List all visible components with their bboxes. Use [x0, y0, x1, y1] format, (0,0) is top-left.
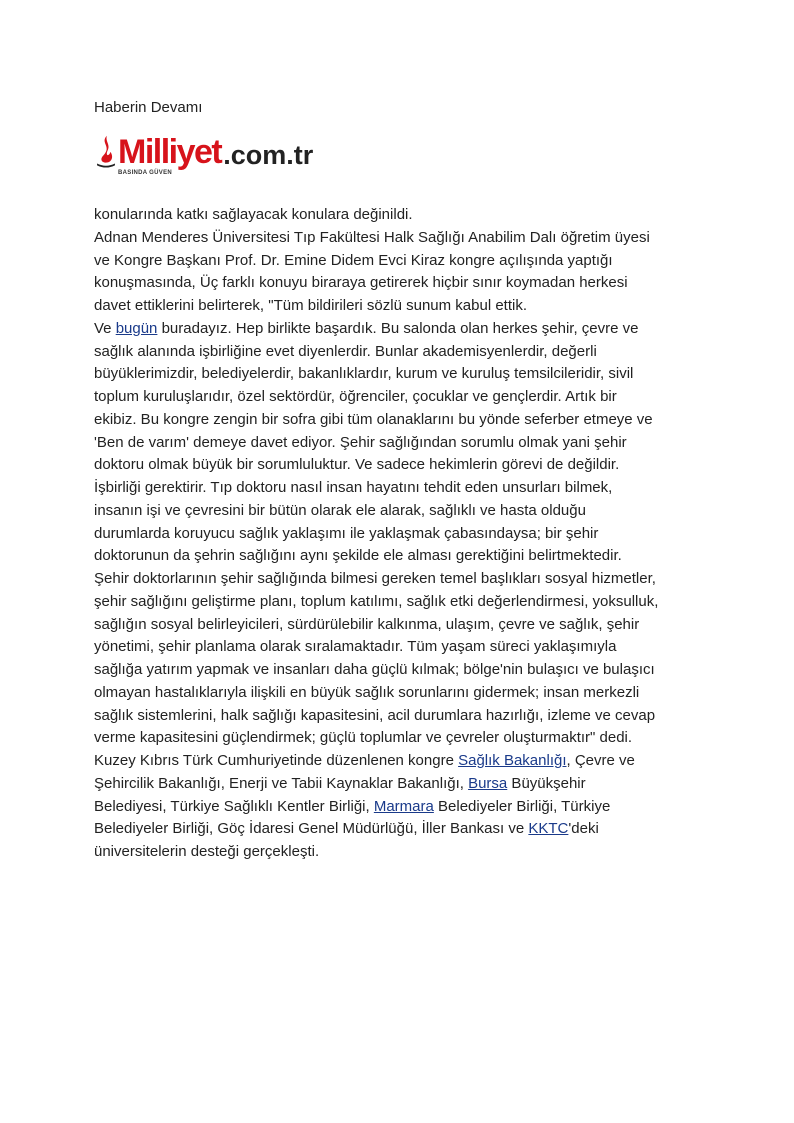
text-line — [94, 272, 734, 295]
text-line — [94, 705, 734, 728]
text-line — [94, 818, 734, 841]
text-segment: durumlarda koruyucu sağlık yaklaşımı ile yaklaşmak çabasındaysa; bir şehir — [94, 524, 599, 542]
text-line — [94, 363, 734, 386]
milliyet-logo — [95, 133, 365, 177]
text-segment: 'deki — [568, 820, 599, 838]
text-segment: ekibiz. Bu kongre zengin bir sofra gibi tüm olanaklarını bu yönde seferber etmeye ve — [94, 410, 653, 428]
text-segment: ve Kongre Başkanı Prof. Dr. Emine Didem Evci Kiraz kongre açılışında yaptığı — [94, 251, 613, 269]
text-segment: büyüklerimizdir, belediyelerdir, bakanlıklardır, kurum ve kuruluş temsilcileridir, sivil — [94, 365, 634, 383]
text-line — [94, 341, 734, 364]
text-line — [94, 682, 734, 705]
logo-tagline: BASINDA GÜVEN — [118, 170, 173, 176]
text-segment: , Çevre ve — [566, 752, 635, 769]
text-line — [94, 750, 734, 773]
text-line — [94, 204, 734, 227]
text-segment: insanın işi ve çevresini bir bütün olarak ele alarak, sağlıklı ve hasta olduğu — [94, 501, 586, 519]
text-segment: yönetimi, şehir planlama olarak sıralamaktadır. Tüm yaşam süreci yaklaşımıyla — [94, 638, 617, 656]
text-line — [94, 568, 734, 591]
text-segment: buradayız. Hep birlikte başardık. Bu salonda olan herkes şehir, çevre ve — [157, 319, 639, 337]
text-segment: İşbirliği gerektirir. Tıp doktoru nasıl insan hayatını tehdit eden unsurları bilmek, — [94, 479, 613, 496]
article-link[interactable]: Sağlık Bakanlığı — [458, 752, 567, 769]
text-segment: Belediyeler Birliği, Göç İdaresi Genel Müdürlüğü, İller Bankası ve — [94, 820, 529, 838]
logo-brand: Milliyet — [118, 133, 222, 171]
article-body — [94, 204, 734, 864]
text-line — [94, 227, 734, 250]
text-segment: Belediyeler Birliği, Türkiye — [433, 797, 611, 815]
text-segment: 'Ben de varım' demeye davet ediyor. Şehir sağlığından sorumlu olmak yani şehir — [94, 433, 627, 451]
text-segment: konularında katkı sağlayacak konulara değinildi. — [94, 206, 413, 223]
text-segment: doktoru olmak büyük bir sorumluluktur. Ve sadece hekimlerin görevi de değildir. — [94, 456, 620, 474]
text-line — [94, 477, 734, 500]
text-line — [94, 727, 734, 750]
text-segment: Şehircilik Bakanlığı, Enerji ve Tabii Kaynaklar Bakanlığı, — [94, 774, 469, 792]
text-line — [94, 591, 734, 614]
text-segment: Kuzey Kıbrıs Türk Cumhuriyetinde düzenlenen kongre — [94, 752, 459, 769]
text-line — [94, 614, 734, 637]
text-segment: doktorunun da şehrin sağlığını aynı şekilde ele alması gerektiğini belirtmektedir. — [94, 547, 622, 565]
text-line — [94, 659, 734, 682]
article-link[interactable]: bugün — [115, 319, 158, 337]
text-line — [94, 386, 734, 409]
text-segment: Büyükşehir — [507, 774, 586, 792]
article-link[interactable]: KKTC — [528, 820, 569, 838]
text-line — [94, 318, 734, 341]
text-line — [94, 454, 734, 477]
text-segment: üniversitelerin desteği gerçekleşti. — [94, 843, 320, 860]
article-link[interactable]: Marmara — [373, 797, 434, 815]
text-segment: toplum kuruluşlarıdır, özel sektördür, öğrenciler, çocuklar ve gençlerdir. Artık bir — [94, 388, 617, 405]
text-segment: olmayan hastalıklarıyla ilişkili en büyük sağlık sorunlarını gidermek; insan merkezli — [94, 683, 640, 701]
text-segment: sağlık alanında işbirliğine evet diyenlerdir. Bunlar akademisyenlerdir, değerli — [94, 342, 597, 360]
text-segment: sağlığa yatırım yapmak ve insanları daha güçlü kılmak; bölge'nin bulaşıcı ve bulaşıcı — [94, 661, 655, 678]
logo-domain: .com.tr — [223, 140, 314, 170]
article-link[interactable]: Bursa — [468, 774, 508, 792]
text-segment: Ve — [94, 319, 116, 337]
text-line — [94, 636, 734, 659]
text-line — [94, 250, 734, 273]
text-line — [94, 409, 734, 432]
text-line — [94, 295, 734, 318]
text-line — [94, 432, 734, 455]
text-segment: şehir sağlığını geliştirme planı, toplum katılımı, sağlık etki değerlendirmesi, yoksulluk, — [94, 592, 659, 610]
flame-icon — [95, 134, 117, 168]
logo-row — [95, 133, 365, 171]
text-line — [94, 796, 734, 819]
text-segment: Belediyesi, Türkiye Sağlıklı Kentler Birliği, — [94, 797, 374, 815]
text-line — [94, 773, 734, 796]
text-segment: Şehir doktorlarının şehir sağlığında bilmesi gereken temel başlıkları sosyal hizmetler, — [94, 570, 656, 587]
text-segment: verme kapasitesini güçlendirmek; güçlü toplumlar ve çevreler oluşturmaktır" dedi. — [94, 729, 633, 747]
section-heading: Haberin Devamı — [94, 99, 203, 116]
text-line — [94, 523, 734, 546]
text-segment: Adnan Menderes Üniversitesi Tıp Fakültesi Halk Sağlığı Anabilim Dalı öğretim üyesi — [94, 228, 650, 246]
text-segment: sağlık sistemlerini, halk sağlığı kapasitesini, acil durumlara hazırlığı, izleme ve cevap — [94, 706, 656, 724]
text-segment: davet ettiklerini belirterek, "Tüm bildirileri sözlü sunum kabul ettik. — [94, 297, 527, 314]
text-segment: konuşmasında, Üç farklı konuyu biraraya getirerek hiçbir sınır koymadan herkesi — [94, 274, 628, 292]
text-line — [94, 500, 734, 523]
text-line — [94, 841, 734, 864]
text-segment: sağlığın sosyal belirleyicileri, sürdürülebilir kalkınma, ulaşım, çevre ve sağlık, şehir — [94, 615, 640, 633]
text-line — [94, 545, 734, 568]
